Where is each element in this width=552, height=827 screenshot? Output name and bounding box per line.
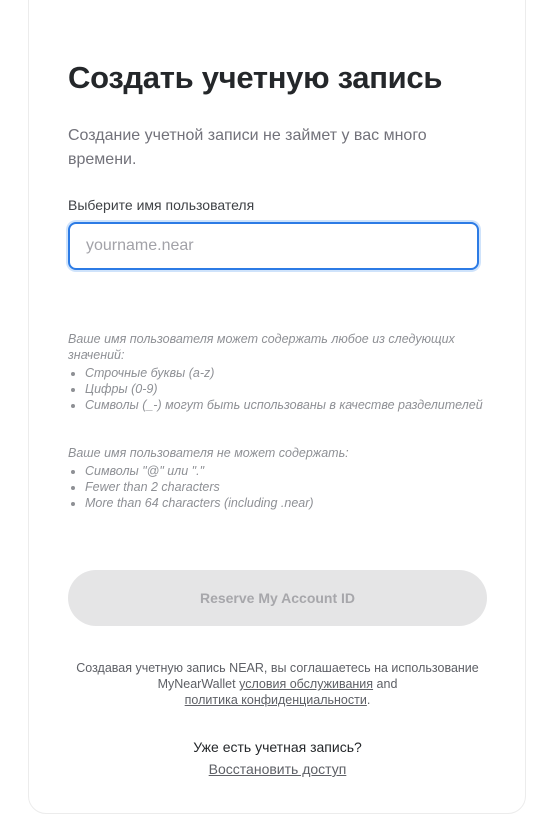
username-label: Выберите имя пользователя	[68, 197, 255, 213]
terms-connector: and	[376, 677, 398, 691]
denied-rules-heading: Ваше имя пользователя не может содержать:	[68, 446, 349, 460]
privacy-policy-link[interactable]: политика конфиденциальности	[184, 693, 367, 707]
allowed-rule-item: • Строчные буквы (a-z)	[85, 365, 498, 381]
allowed-rules-list	[68, 365, 498, 413]
terms-suffix: .	[366, 693, 371, 707]
allowed-rules-heading: Ваше имя пользователя может содержать любое из следующих значений:	[68, 332, 455, 362]
denied-rule-item: • Символы "@" или "."	[85, 463, 498, 479]
page-subtitle: Создание учетной записи не займет у вас много времени.	[68, 127, 427, 168]
denied-rules	[68, 445, 498, 511]
terms-prefix: Создавая учетную запись NEAR, вы соглашаетесь на использование MyNearWallet	[76, 661, 479, 691]
allowed-rule-item: • Цифры (0-9)	[85, 381, 498, 397]
terms-of-service-link[interactable]: условия обслуживания	[239, 677, 374, 691]
allowed-rules	[68, 331, 498, 413]
page-title: Создать учетную запись	[68, 60, 443, 95]
allowed-rule-item: • Символы (_-) могут быть использованы в качестве разделителей	[85, 397, 498, 413]
restore-section	[68, 736, 487, 780]
existing-account-question: Уже есть учетная запись?	[193, 739, 362, 755]
restore-access-link[interactable]: Восстановить доступ	[208, 761, 347, 777]
terms-notice	[68, 660, 487, 708]
username-input[interactable]	[68, 222, 479, 270]
denied-rule-item: • More than 64 characters (including .near)	[85, 495, 498, 511]
denied-rules-list	[68, 463, 498, 511]
denied-rule-item: • Fewer than 2 characters	[85, 479, 498, 495]
reserve-account-button[interactable]: Reserve My Account ID	[68, 570, 487, 626]
